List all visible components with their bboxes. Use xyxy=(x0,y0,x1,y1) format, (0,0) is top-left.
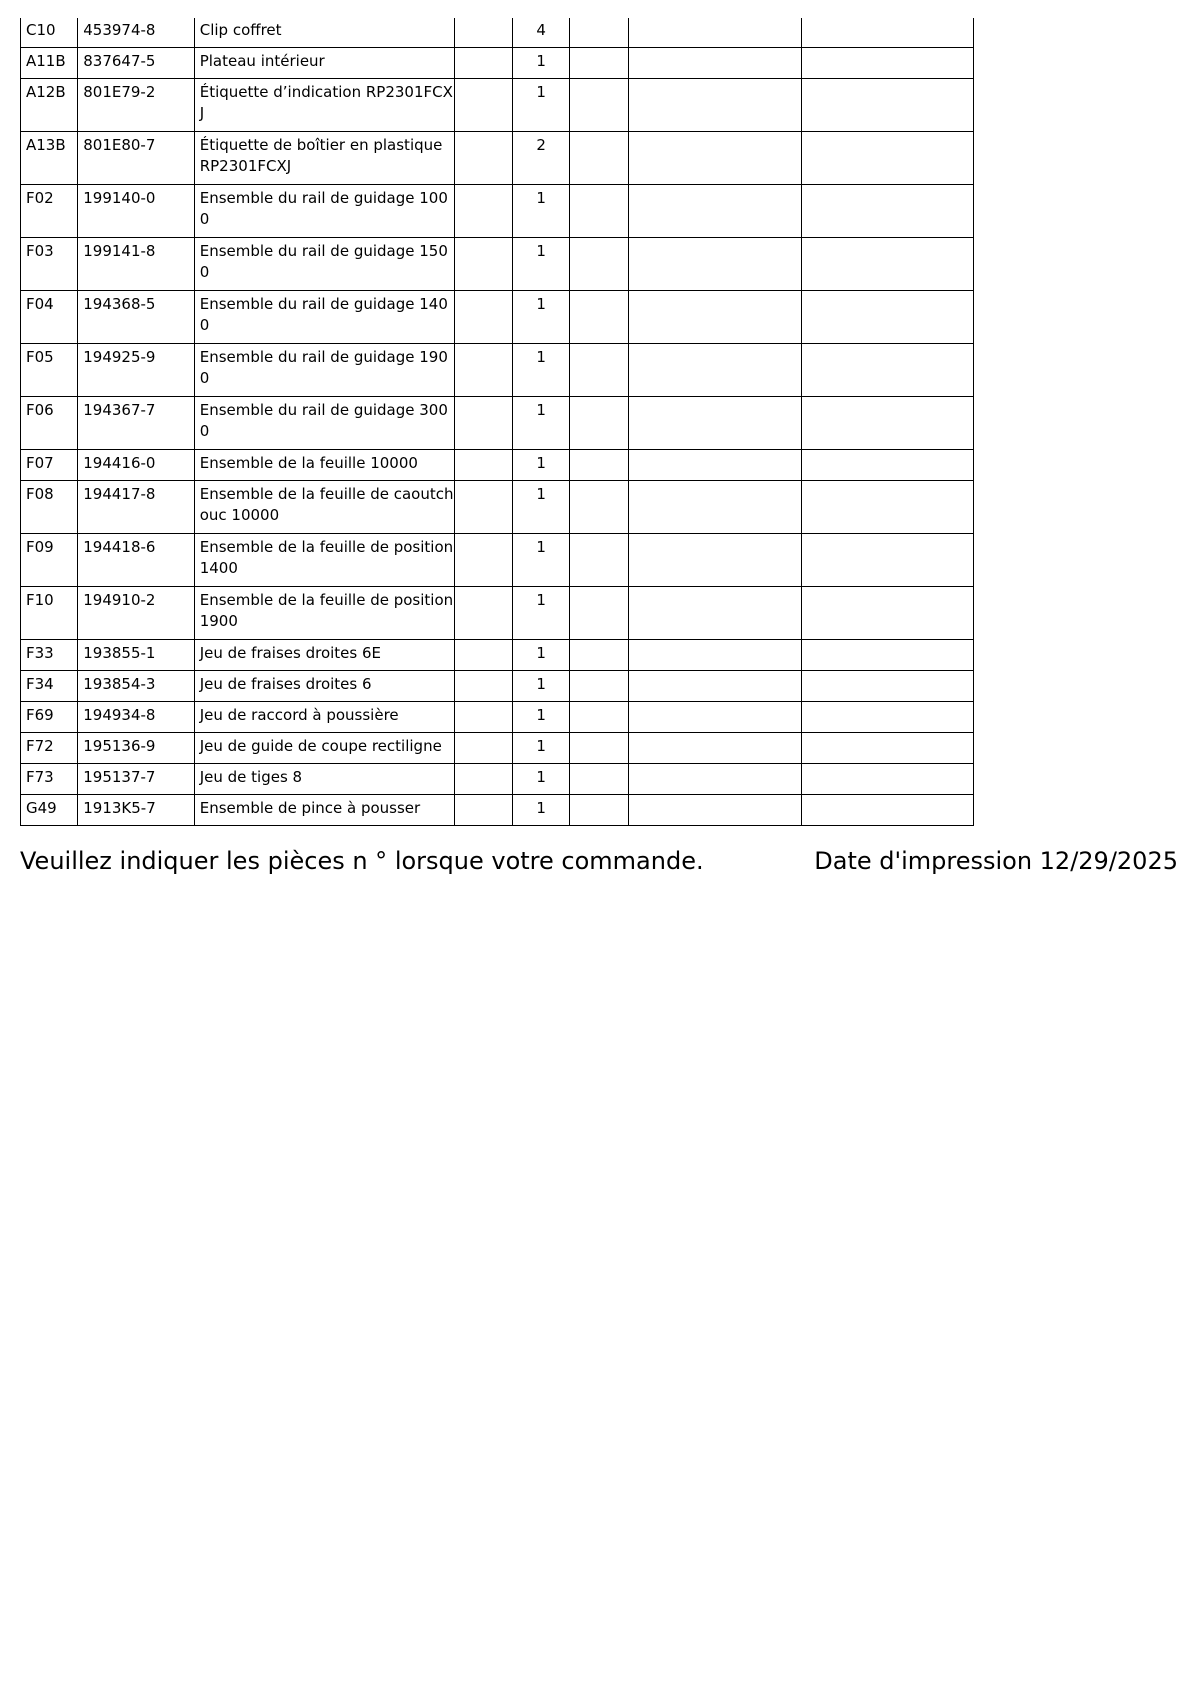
ref-cell: A11B xyxy=(21,48,78,79)
empty-cell xyxy=(628,344,802,397)
ref-cell: F10 xyxy=(21,587,78,640)
quantity-cell: 1 xyxy=(513,764,570,795)
empty-cell xyxy=(802,344,974,397)
quantity-cell: 1 xyxy=(513,397,570,450)
empty-cell xyxy=(570,795,628,826)
table-row xyxy=(21,450,974,481)
part-number-cell: 194417-8 xyxy=(78,481,194,534)
description-cell: Ensemble du rail de guidage 1400 xyxy=(194,291,454,344)
part-number-cell: 194367-7 xyxy=(78,397,194,450)
ref-cell: F07 xyxy=(21,450,78,481)
quantity-cell: 1 xyxy=(513,344,570,397)
empty-cell xyxy=(802,764,974,795)
description-cell: Ensemble du rail de guidage 3000 xyxy=(194,397,454,450)
table-row xyxy=(21,481,974,534)
empty-cell xyxy=(570,733,628,764)
empty-cell xyxy=(570,48,628,79)
ref-cell: F34 xyxy=(21,671,78,702)
description-cell: Jeu de fraises droites 6 xyxy=(194,671,454,702)
ref-cell: F72 xyxy=(21,733,78,764)
empty-cell xyxy=(628,238,802,291)
description-cell: Ensemble de la feuille de position 1900 xyxy=(194,587,454,640)
quantity-cell: 1 xyxy=(513,534,570,587)
empty-cell xyxy=(570,450,628,481)
empty-cell xyxy=(454,671,512,702)
empty-cell xyxy=(628,450,802,481)
table-row xyxy=(21,397,974,450)
table-row xyxy=(21,238,974,291)
empty-cell xyxy=(454,132,512,185)
ref-cell: F69 xyxy=(21,702,78,733)
description-cell: Ensemble du rail de guidage 1500 xyxy=(194,238,454,291)
empty-cell xyxy=(570,702,628,733)
description-cell: Ensemble du rail de guidage 1000 xyxy=(194,185,454,238)
ref-cell: F04 xyxy=(21,291,78,344)
empty-cell xyxy=(454,481,512,534)
empty-cell xyxy=(454,291,512,344)
empty-cell xyxy=(802,795,974,826)
ref-cell: F03 xyxy=(21,238,78,291)
empty-cell xyxy=(628,397,802,450)
description-cell: Étiquette d’indication RP2301FCXJ xyxy=(194,79,454,132)
quantity-cell: 2 xyxy=(513,132,570,185)
quantity-cell: 1 xyxy=(513,481,570,534)
empty-cell xyxy=(802,18,974,48)
ref-cell: F06 xyxy=(21,397,78,450)
empty-cell xyxy=(570,344,628,397)
quantity-cell: 1 xyxy=(513,291,570,344)
description-cell: Jeu de guide de coupe rectiligne xyxy=(194,733,454,764)
table-row xyxy=(21,18,974,48)
quantity-cell: 1 xyxy=(513,79,570,132)
empty-cell xyxy=(628,671,802,702)
description-cell: Plateau intérieur xyxy=(194,48,454,79)
empty-cell xyxy=(628,185,802,238)
table-row xyxy=(21,291,974,344)
empty-cell xyxy=(454,238,512,291)
empty-cell xyxy=(570,764,628,795)
quantity-cell: 1 xyxy=(513,48,570,79)
empty-cell xyxy=(454,344,512,397)
ref-cell: F02 xyxy=(21,185,78,238)
empty-cell xyxy=(802,481,974,534)
empty-cell xyxy=(570,671,628,702)
table-row xyxy=(21,671,974,702)
description-cell: Ensemble du rail de guidage 1900 xyxy=(194,344,454,397)
ref-cell: A13B xyxy=(21,132,78,185)
ref-cell: A12B xyxy=(21,79,78,132)
empty-cell xyxy=(454,795,512,826)
empty-cell xyxy=(570,238,628,291)
part-number-cell: 453974-8 xyxy=(78,18,194,48)
part-number-cell: 199141-8 xyxy=(78,238,194,291)
part-number-cell: 195136-9 xyxy=(78,733,194,764)
part-number-cell: 194934-8 xyxy=(78,702,194,733)
description-cell: Jeu de raccord à poussière xyxy=(194,702,454,733)
ref-cell: F73 xyxy=(21,764,78,795)
part-number-cell: 193854-3 xyxy=(78,671,194,702)
empty-cell xyxy=(628,48,802,79)
part-number-cell: 194925-9 xyxy=(78,344,194,397)
table-row xyxy=(21,534,974,587)
empty-cell xyxy=(802,185,974,238)
description-cell: Ensemble de la feuille de position 1400 xyxy=(194,534,454,587)
part-number-cell: 194418-6 xyxy=(78,534,194,587)
empty-cell xyxy=(454,702,512,733)
empty-cell xyxy=(570,79,628,132)
empty-cell xyxy=(454,79,512,132)
table-row xyxy=(21,48,974,79)
description-cell: Étiquette de boîtier en plastique RP2301FCXJ xyxy=(194,132,454,185)
empty-cell xyxy=(454,534,512,587)
part-number-cell: 194910-2 xyxy=(78,587,194,640)
empty-cell xyxy=(628,640,802,671)
empty-cell xyxy=(628,481,802,534)
empty-cell xyxy=(570,534,628,587)
quantity-cell: 1 xyxy=(513,671,570,702)
empty-cell xyxy=(454,450,512,481)
quantity-cell: 1 xyxy=(513,640,570,671)
empty-cell xyxy=(628,534,802,587)
quantity-cell: 4 xyxy=(513,18,570,48)
quantity-cell: 1 xyxy=(513,450,570,481)
empty-cell xyxy=(454,764,512,795)
quantity-cell: 1 xyxy=(513,238,570,291)
empty-cell xyxy=(628,764,802,795)
empty-cell xyxy=(454,48,512,79)
ref-cell: G49 xyxy=(21,795,78,826)
table-row xyxy=(21,640,974,671)
table-row xyxy=(21,587,974,640)
empty-cell xyxy=(570,397,628,450)
description-cell: Ensemble de la feuille de caoutchouc 10000 xyxy=(194,481,454,534)
empty-cell xyxy=(628,587,802,640)
table-row xyxy=(21,764,974,795)
empty-cell xyxy=(802,238,974,291)
quantity-cell: 1 xyxy=(513,587,570,640)
empty-cell xyxy=(454,18,512,48)
parts-table xyxy=(20,18,974,826)
ref-cell: F09 xyxy=(21,534,78,587)
description-cell: Clip coffret xyxy=(194,18,454,48)
ref-cell: F33 xyxy=(21,640,78,671)
table-row xyxy=(21,702,974,733)
table-row xyxy=(21,79,974,132)
empty-cell xyxy=(802,534,974,587)
part-number-cell: 194416-0 xyxy=(78,450,194,481)
empty-cell xyxy=(628,79,802,132)
empty-cell xyxy=(802,450,974,481)
empty-cell xyxy=(802,640,974,671)
empty-cell xyxy=(628,733,802,764)
empty-cell xyxy=(454,640,512,671)
quantity-cell: 1 xyxy=(513,702,570,733)
ref-cell: F05 xyxy=(21,344,78,397)
empty-cell xyxy=(454,185,512,238)
empty-cell xyxy=(628,132,802,185)
empty-cell xyxy=(628,291,802,344)
empty-cell xyxy=(570,291,628,344)
empty-cell xyxy=(802,733,974,764)
part-number-cell: 195137-7 xyxy=(78,764,194,795)
ref-cell: F08 xyxy=(21,481,78,534)
part-number-cell: 194368-5 xyxy=(78,291,194,344)
empty-cell xyxy=(570,481,628,534)
empty-cell xyxy=(570,132,628,185)
order-instruction-note: Veuillez indiquer les pièces n ° lorsque votre commande. xyxy=(20,847,704,875)
empty-cell xyxy=(628,702,802,733)
quantity-cell: 1 xyxy=(513,733,570,764)
description-cell: Jeu de fraises droites 6E xyxy=(194,640,454,671)
part-number-cell: 193855-1 xyxy=(78,640,194,671)
empty-cell xyxy=(454,733,512,764)
quantity-cell: 1 xyxy=(513,185,570,238)
empty-cell xyxy=(802,79,974,132)
empty-cell xyxy=(570,640,628,671)
parts-table-body xyxy=(21,18,974,826)
empty-cell xyxy=(802,397,974,450)
table-row xyxy=(21,185,974,238)
table-row xyxy=(21,344,974,397)
empty-cell xyxy=(802,132,974,185)
empty-cell xyxy=(802,702,974,733)
part-number-cell: 837647-5 xyxy=(78,48,194,79)
empty-cell xyxy=(570,587,628,640)
empty-cell xyxy=(802,671,974,702)
table-row xyxy=(21,795,974,826)
print-date: Date d'impression 12/29/2025 xyxy=(814,847,1178,875)
ref-cell: C10 xyxy=(21,18,78,48)
part-number-cell: 199140-0 xyxy=(78,185,194,238)
empty-cell xyxy=(454,587,512,640)
table-row xyxy=(21,132,974,185)
description-cell: Ensemble de pince à pousser xyxy=(194,795,454,826)
empty-cell xyxy=(802,291,974,344)
part-number-cell: 801E80-7 xyxy=(78,132,194,185)
description-cell: Ensemble de la feuille 10000 xyxy=(194,450,454,481)
empty-cell xyxy=(570,18,628,48)
table-row xyxy=(21,733,974,764)
part-number-cell: 1913K5-7 xyxy=(78,795,194,826)
empty-cell xyxy=(628,795,802,826)
empty-cell xyxy=(454,397,512,450)
quantity-cell: 1 xyxy=(513,795,570,826)
empty-cell xyxy=(570,185,628,238)
empty-cell xyxy=(628,18,802,48)
part-number-cell: 801E79-2 xyxy=(78,79,194,132)
empty-cell xyxy=(802,48,974,79)
empty-cell xyxy=(802,587,974,640)
description-cell: Jeu de tiges 8 xyxy=(194,764,454,795)
